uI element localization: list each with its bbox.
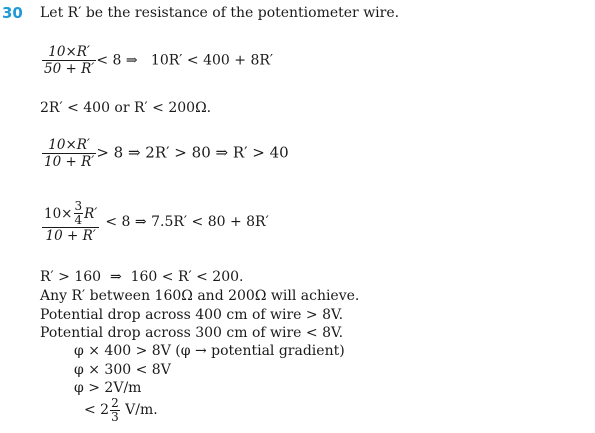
phi-line-1: φ × 400 > 8V (φ → potential gradient) <box>74 343 345 359</box>
fraction-2-denominator: 10 + R′ <box>44 154 95 170</box>
text-line-4: Potential drop across 300 cm of wire < 8V. <box>40 325 344 341</box>
fraction-3-num-prefix: 10× <box>44 205 73 222</box>
equation-2-rest: > 8 ⇒ 2R′ > 80 ⇒ R′ > 40 <box>96 143 289 162</box>
nested-fraction-top: 3 <box>74 199 83 213</box>
equation-1-rest: < 8 ⇒ 10R′ < 400 + 8R′ <box>96 52 274 69</box>
question-intro: Let R′ be the resistance of the potentiometer wire. <box>40 5 400 21</box>
nested-fraction-bottom: 4 <box>74 213 83 227</box>
phi-line-3: φ > 2V/m <box>74 380 142 396</box>
final-fraction-top: 2 <box>111 396 119 410</box>
phi-line-2: φ × 300 < 8V <box>74 362 171 378</box>
fraction-1-numerator: 10×R′ <box>48 44 91 60</box>
equation-2 <box>42 137 289 170</box>
text-line-2: Any R′ between 160Ω and 200Ω will achieve. <box>40 288 360 304</box>
fraction-2-numerator: 10×R′ <box>48 137 91 153</box>
fraction-3-denominator: 10 + R′ <box>45 228 96 244</box>
fraction-3 <box>42 200 99 244</box>
final-fraction <box>110 397 120 424</box>
final-result <box>84 397 158 424</box>
text-line-1: R′ > 160 ⇒ 160 < R′ < 200. <box>40 269 244 285</box>
final-suffix: V/m. <box>120 402 158 418</box>
line-2: 2R′ < 400 or R′ < 200Ω. <box>40 100 212 116</box>
final-fraction-bottom: 3 <box>111 410 119 424</box>
fraction-3-numerator <box>42 200 99 227</box>
equation-3-rest: < 8 ⇒ 7.5R′ < 80 + 8R′ <box>105 214 269 230</box>
fraction-3-num-suffix: R′ <box>84 205 98 222</box>
equation-1 <box>42 44 273 77</box>
question-number: 30 <box>2 4 23 22</box>
final-prefix: < 2 <box>84 402 110 418</box>
fraction-1 <box>42 44 96 77</box>
fraction-1-denominator: 50 + R′ <box>44 61 95 77</box>
nested-fraction <box>74 200 84 227</box>
equation-3 <box>42 200 269 244</box>
fraction-2 <box>42 137 96 170</box>
text-line-3: Potential drop across 400 cm of wire > 8V. <box>40 307 344 323</box>
